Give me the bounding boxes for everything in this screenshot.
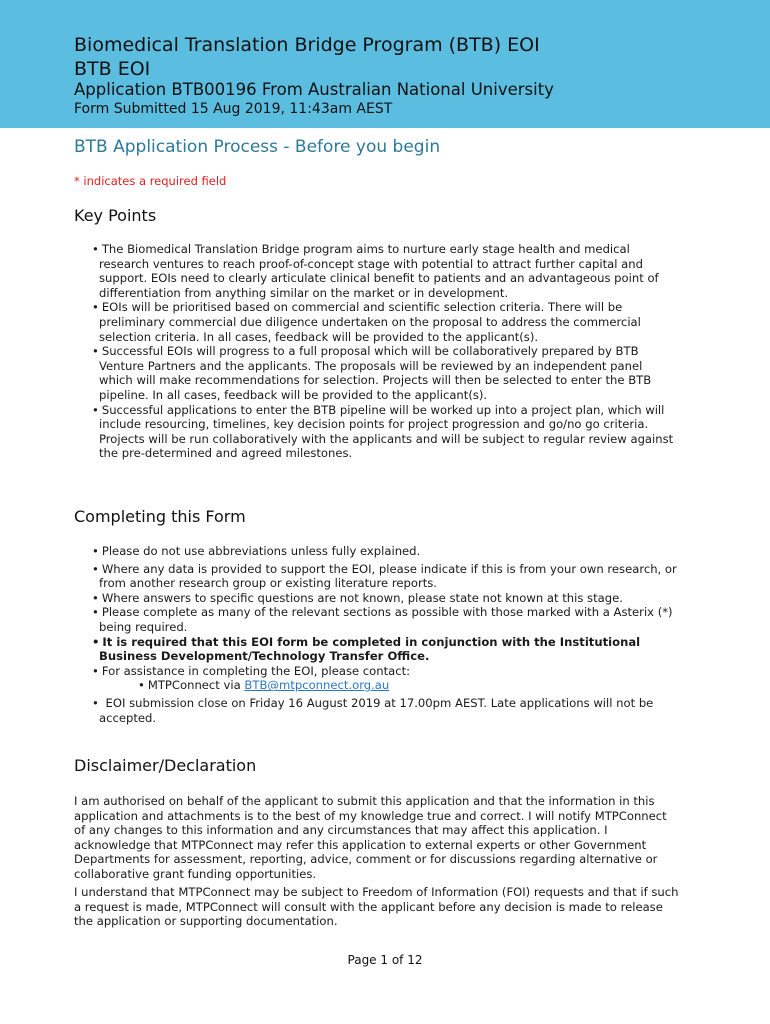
bullet-icon: •: [92, 634, 100, 649]
list-item: • Please complete as many of the relevant sections as possible with those marked with a Asterix (*) being required.: [92, 605, 673, 634]
disclaimer-paragraph-1: I am authorised on behalf of the applicant to submit this application and that the information in this application and attachments is to the best of my knowledge true and correct. I will notify MTPConnect of any changes to this information and any circumstances that may affect this application. I acknowledge that MTPConnect may refer this application to external experts or other Government Departments for assessment, reporting, advice, comment or for discussions regarding alternative or collaborative grant funding opportunities.: [74, 794, 667, 881]
application-id: Application BTB00196 From Australian National University: [74, 80, 554, 99]
bullet-icon: •: [92, 544, 99, 558]
disclaimer-paragraph-2: I understand that MTPConnect may be subject to Freedom of Information (FOI) requests and that if such a request is made, MTPConnect will consult with the applicant before any decision is made to release the application or supporting documentation.: [74, 885, 679, 929]
list-item: • EOIs will be prioritised based on commercial and scientific selection criteria. There will be preliminary commercial due diligence undertaken on the proposal to address the commercial selection criteria. In all cases, feedback will be provided to the applicant(s).: [92, 300, 641, 344]
list-item: • Please do not use abbreviations unless fully explained.: [92, 544, 421, 558]
list-item: • Where answers to specific questions are not known, please state not known at this stage.: [92, 590, 623, 605]
form-subtitle: BTB EOI: [74, 58, 151, 80]
list-item: • The Biomedical Translation Bridge program aims to nurture early stage health and medical research ventures to reach proof-of-concept stage with potential to attract further capital and support. EOIs need to clearly articulate clinical benefit to patients and an advantageous point of differentiation from anything similar on the market or in development.: [92, 242, 659, 300]
completing-form-list: [92, 544, 677, 725]
bullet-icon: •: [92, 605, 99, 620]
list-item: • Successful EOIs will progress to a full proposal which will be collaboratively prepared by BTB Venture Partners and the applicants. The proposals will be reviewed by an independent panel which will make recommendations for selection. Projects will then be selected to enter the BTB pipeline. In all cases, feedback will be provided to the applicant(s).: [92, 344, 652, 402]
submission-date: Form Submitted 15 Aug 2019, 11:43am AEST: [74, 101, 393, 117]
required-field-note: * indicates a required field: [74, 174, 227, 188]
disclaimer-heading: Disclaimer/Declaration: [74, 756, 257, 775]
bullet-icon: •: [92, 590, 99, 605]
list-item-important: • It is required that this EOI form be completed in conjunction with the Institutional Business Development/Technology Transfer Office.: [92, 634, 641, 664]
key-points-heading: Key Points: [74, 206, 157, 225]
contact-item: • MTPConnect via BTB@mtpconnect.org.au: [138, 678, 390, 693]
key-points-list: [92, 242, 677, 461]
bullet-icon: •: [92, 402, 99, 417]
section-title: BTB Application Process - Before you begin: [74, 137, 441, 157]
bullet-icon: •: [92, 695, 99, 710]
completing-form-heading: Completing this Form: [74, 507, 246, 526]
bullet-icon: •: [92, 561, 99, 576]
bullet-icon: •: [138, 678, 145, 693]
list-item: • Where any data is provided to support the EOI, please indicate if this is from your own research, or from another research group or existing literature reports.: [92, 561, 677, 591]
bullet-icon: •: [92, 663, 99, 678]
bullet-icon: •: [92, 344, 99, 359]
contact-email-link[interactable]: BTB@mtpconnect.org.au: [244, 678, 390, 693]
list-item: • Successful applications to enter the BTB pipeline will be worked up into a project plan, which will include resourcing, timelines, key decision points for project progression and go/no go criteria. Projects will be run collaboratively with the applicants and will be subject to regular review against the pre-determined and agreed milestones.: [92, 402, 674, 461]
list-item: • EOI submission close on Friday 16 August 2019 at 17.00pm AEST. Late applications will not be accepted.: [92, 695, 654, 725]
page-header: [0, 0, 770, 128]
page-number: Page 1 of 12: [347, 953, 423, 967]
list-item: • For assistance in completing the EOI, please contact:: [92, 663, 411, 678]
bullet-icon: •: [92, 300, 99, 315]
form-title: Biomedical Translation Bridge Program (BTB) EOI: [74, 34, 540, 56]
bullet-icon: •: [92, 242, 99, 256]
